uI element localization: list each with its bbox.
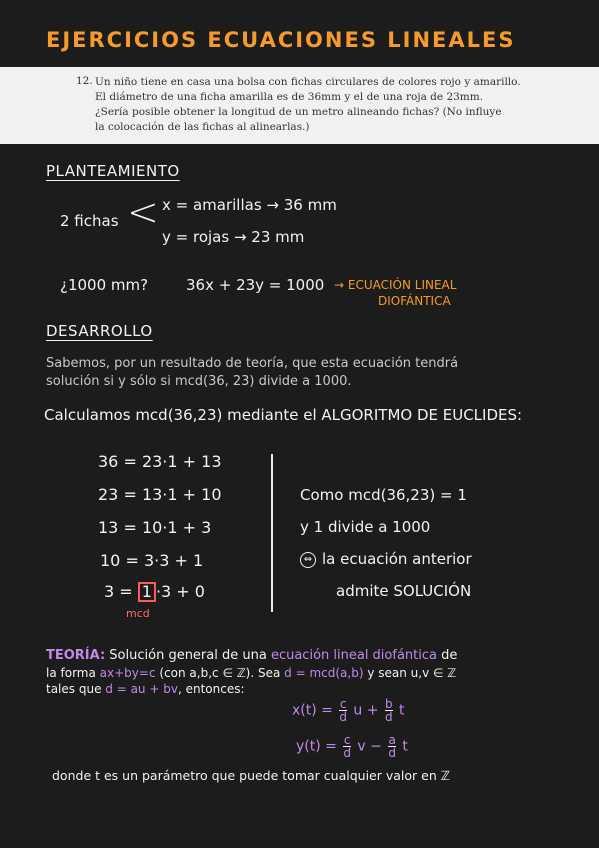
problem-number: 12. <box>76 75 93 87</box>
fraction-c-d <box>339 698 347 723</box>
x-definition: x = amarillas → 36 mm <box>162 196 337 214</box>
fichas-label: 2 fichas <box>60 212 119 230</box>
teoria-highlight: d = mcd(a,b) <box>284 666 364 680</box>
theory-line-1: Sabemos, por un resultado de teoría, que esta ecuación tendrá <box>46 356 459 371</box>
conclusion-line: admite SOLUCIÓN <box>336 582 472 600</box>
teoria-label: TEORÍA: <box>46 648 106 663</box>
euclid-step: 23 = 13·1 + 10 <box>98 485 222 504</box>
teoria-text: tales que <box>46 682 102 696</box>
teoria-text: de <box>441 648 458 663</box>
x-formula <box>292 698 405 723</box>
euclid-step: 13 = 10·1 + 3 <box>98 518 212 537</box>
teoria-text: la forma <box>46 666 96 680</box>
mcd-box: 1 <box>138 582 156 602</box>
teoria-text: y sean u,v ∈ ℤ <box>367 666 457 680</box>
brace-symbol: < <box>127 190 159 234</box>
final-line: donde t es un parámetro que puede tomar cualquier valor en ℤ <box>52 768 451 783</box>
denominator: d <box>339 710 347 724</box>
conclusion-line: y 1 divide a 1000 <box>300 518 431 536</box>
theory-line-2: solución si y sólo si mcd(36, 23) divide a 1000. <box>46 374 352 389</box>
equation-note-2: DIOFÁNTICA <box>378 294 451 308</box>
numerator: b <box>384 697 393 711</box>
numerator: c <box>339 697 347 711</box>
desarrollo-heading: DESARROLLO <box>46 322 153 340</box>
conclusion-line: Como mcd(36,23) = 1 <box>300 486 467 504</box>
euclid-last-step <box>104 582 205 602</box>
conclusion-line: la ecuación anterior <box>322 550 472 568</box>
planteamiento-heading: PLANTEAMIENTO <box>46 162 180 180</box>
teoria-line-3 <box>46 682 245 696</box>
equation-note-1: → ECUACIÓN LINEAL <box>334 278 457 292</box>
teoria-highlight: ax+by=c <box>99 666 156 680</box>
y-definition: y = rojas → 23 mm <box>162 228 305 246</box>
fraction-b-d <box>385 698 393 723</box>
problem-line: la colocación de las fichas al alinearlas.) <box>95 121 310 133</box>
teoria-highlight: ecuación lineal diofántica <box>270 648 437 663</box>
page-title: EJERCICIOS ECUACIONES LINEALES <box>46 28 516 52</box>
denominator: d <box>343 746 351 760</box>
problem-text <box>95 75 521 135</box>
last-step-post: ·3 + 0 <box>155 582 205 601</box>
v-term: v − <box>357 738 382 755</box>
y-formula <box>296 734 408 759</box>
fraction-a-d <box>388 734 396 759</box>
diophantine-equation: 36x + 23y = 1000 <box>186 276 325 294</box>
euclid-step: 10 = 3·3 + 1 <box>100 551 204 570</box>
x-formula-lhs: x(t) = <box>292 702 333 719</box>
teoria-line-1 <box>46 648 457 663</box>
denominator: d <box>384 710 393 724</box>
u-term: u + <box>353 702 379 719</box>
problem-line: ¿Sería posible obtener la longitud de un metro alineando fichas? (No influye <box>95 106 502 118</box>
fraction-c-d <box>343 734 351 759</box>
divider-line <box>271 454 273 612</box>
conclusion-row <box>300 550 472 568</box>
question-text: ¿1000 mm? <box>60 276 149 294</box>
teoria-text: (con a,b,c ∈ ℤ). Sea <box>159 666 281 680</box>
iff-icon: ⇔ <box>300 552 316 568</box>
numerator: c <box>343 733 351 747</box>
teoria-text: , entonces: <box>177 682 245 696</box>
t-term: t <box>402 738 408 755</box>
problem-line: Un niño tiene en casa una bolsa con fichas circulares de colores rojo y amarillo. <box>95 76 521 88</box>
teoria-highlight: d = au + bv <box>105 682 178 696</box>
teoria-line-2 <box>46 666 456 680</box>
y-formula-lhs: y(t) = <box>296 738 337 755</box>
teoria-text: Solución general de una <box>109 648 267 663</box>
denominator: d <box>388 746 396 760</box>
problem-statement <box>0 67 599 144</box>
euclid-step: 36 = 23·1 + 13 <box>98 452 222 471</box>
problem-line: El diámetro de una ficha amarilla es de 36mm y el de una roja de 23mm. <box>95 91 484 103</box>
t-term: t <box>399 702 405 719</box>
last-step-pre: 3 = <box>104 582 133 601</box>
mcd-label: mcd <box>126 607 150 620</box>
calc-line: Calculamos mcd(36,23) mediante el ALGORITMO DE EUCLIDES: <box>44 406 523 424</box>
numerator: a <box>388 733 396 747</box>
